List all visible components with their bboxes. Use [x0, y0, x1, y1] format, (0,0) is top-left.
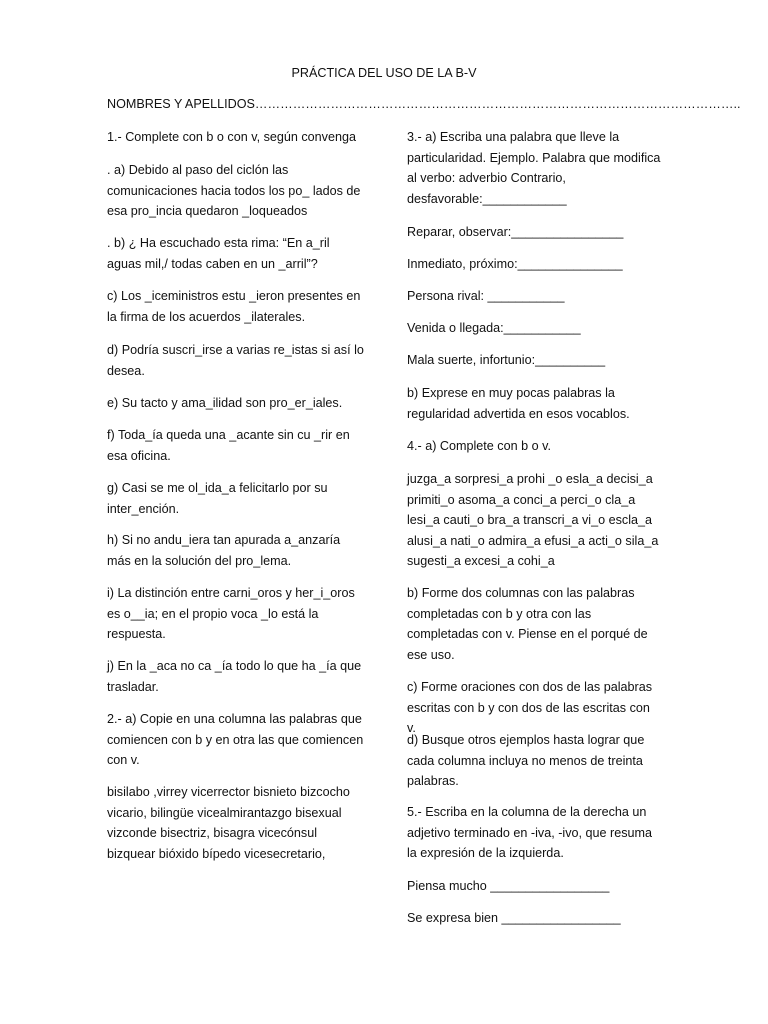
exercise-1c: c) Los _iceministros estu _ieron presentes en la firma de los acuerdos _ilaterales.	[107, 289, 361, 324]
exercise-1b: . b) ¿ Ha escuchado esta rima: “En a_ril aguas mil,/ todas caben en un _arril”?	[107, 236, 330, 271]
exercise-1j: j) En la _aca no ca _ía todo lo que ha _ía que trasladar.	[107, 659, 362, 694]
item-mala-suerte: Mala suerte, infortunio:__________	[407, 353, 606, 367]
item-inmediato: Inmediato, próximo:_______________	[407, 257, 623, 271]
exercise-1d: d) Podría suscri_irse a varias re_istas si así lo desea.	[107, 343, 364, 378]
exercise-1e: e) Su tacto y ama_ilidad son pro_er_iales.	[107, 396, 343, 410]
exercise-1a: . a) Debido al paso del ciclón las comunicaciones hacia todos los po_ lados de esa pro_incia quedaron _loqueados	[107, 163, 361, 218]
exercise-4b: b) Forme dos columnas con las palabras completadas con b y otra con las completadas con v. Piense en el porqué de ese uso.	[407, 586, 648, 662]
item-piensa-mucho: Piensa mucho _________________	[407, 879, 610, 893]
exercise-5: 5.- Escriba en la columna de la derecha un adjetivo terminado en -iva, -ivo, que resuma la expresión de la izquierda.	[407, 805, 653, 860]
exercise-1i: i) La distinción entre carni_oros y her_i_oros es o__ia; en el propio voca _lo está la respuesta.	[107, 586, 355, 641]
word-list: bisilabo ,virrey vicerrector bisnieto bizcocho vicario, bilingüe vicealmirantazgo bisexual vizconde bisectriz, bisagra vicecónsul bizquear bióxido bípedo vicesecretario,	[107, 785, 350, 861]
item-se-expresa-bien: Se expresa bien _________________	[407, 911, 621, 925]
exercise-3a: 3.- a) Escriba una palabra que lleve la particularidad. Ejemplo. Palabra que modifica al verbo: adverbio Contrario, desfavorable:____________	[407, 130, 661, 206]
exercise-4a-words: juzga_a sorpresi_a prohi _o esla_a decisi_a primiti_o asoma_a conci_a perci_o cla_a lesi_a cauti_o bra_a transcri_a vi_o escla_a alusi_a nati_o admira_a efusi_a acti_o sila_a sugesti_a excesi_a cohi_a	[407, 472, 659, 568]
exercise-1-heading: 1.- Complete con b o con v, según convenga	[107, 130, 356, 144]
item-venida: Venida o llegada:___________	[407, 321, 581, 335]
exercise-4a-heading: 4.- a) Complete con b o v.	[407, 439, 551, 453]
exercise-1h: h) Si no andu_iera tan apurada a_anzaría más en la solución del pro_lema.	[107, 533, 341, 568]
page-title: PRÁCTICA DEL USO DE LA B-V	[291, 66, 477, 80]
exercise-3b: b) Exprese en muy pocas palabras la regularidad advertida en esos vocablos.	[407, 386, 630, 421]
exercise-4d: d) Busque otros ejemplos hasta lograr que cada columna incluya no menos de treinta palabras.	[407, 733, 645, 788]
item-persona-rival: Persona rival: ___________	[407, 289, 565, 303]
exercise-2a: 2.- a) Copie en una columna las palabras que comiencen con b y en otra las que comiencen con v.	[107, 712, 364, 767]
item-reparar: Reparar, observar:________________	[407, 225, 624, 239]
exercise-1f: f) Toda_ía queda una _acante sin cu _rir en esa oficina.	[107, 428, 350, 463]
exercise-4c: c) Forme oraciones con dos de las palabras escritas con b y con dos de las escritas con v.	[407, 680, 653, 735]
names-line: NOMBRES Y APELLIDOS……………………………………………………………………………………………………..	[107, 97, 741, 111]
exercise-1g: g) Casi se me ol_ida_a felicitarlo por su inter_ención.	[107, 481, 328, 516]
